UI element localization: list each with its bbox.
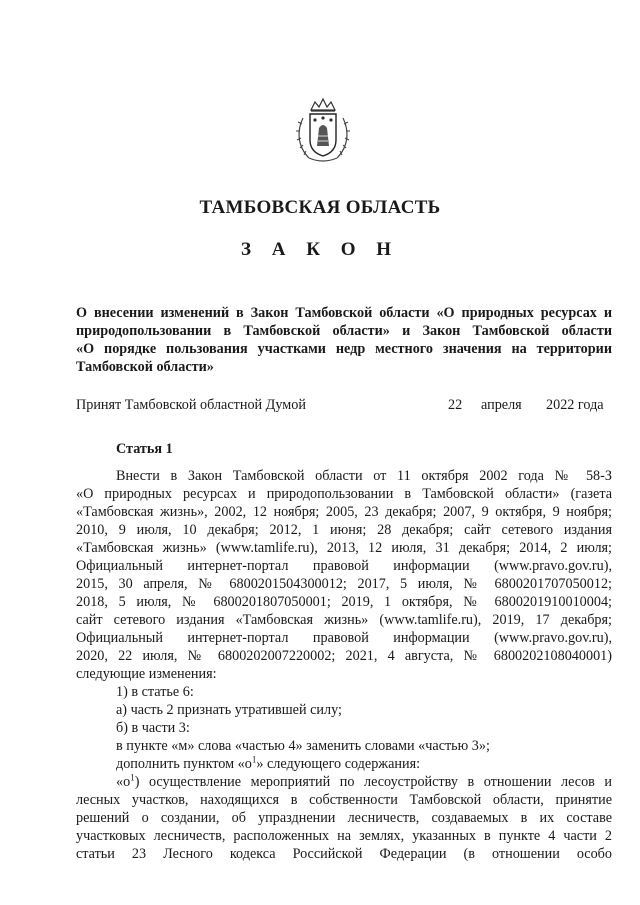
body-line: «Тамбовская жизнь», 2002, 12 ноября; 2005, 23 декабря; 2007, 9 октября, 9 ноября; [76, 504, 612, 520]
subject-line: «О порядке пользования участками недр местного значения на территории [76, 341, 612, 357]
body-line: лесных участков, находящихся в собственности Тамбовской области, принятие [76, 792, 612, 808]
law-subject [76, 304, 612, 376]
article-heading: Статья 1 [116, 441, 173, 457]
document-type-title: З А К О Н [240, 239, 400, 260]
body-line-part: дополнить пунктом «о [116, 756, 252, 772]
body-line: «О природных ресурсах и природопользовании в Тамбовской области» (газета [76, 486, 612, 502]
body-line: Официальный интернет-портал правовой информации (www.pravo.gov.ru), [76, 558, 612, 574]
body-line [76, 773, 612, 791]
body-line: сайт сетевого издания «Тамбовская жизнь» (www.tamlife.ru), 2019, 17 декабря; [76, 612, 612, 628]
tambov-coat-of-arms-icon [293, 96, 353, 166]
body-line: Внести в Закон Тамбовской области от 11 октября 2002 года № 58-З [116, 468, 612, 484]
body-line-part: «о [116, 774, 131, 790]
body-line: а) часть 2 признать утратившей силу; [116, 702, 342, 718]
body-line: решений о создании, об упразднении лесничеств, создаваемых в их составе [76, 810, 612, 826]
subject-line: О внесении изменений в Закон Тамбовской области «О природных ресурсах и [76, 305, 612, 321]
body-line: 2015, 30 апреля, № 6800201504300012; 2017, 5 июля, № 6800201707050012; [76, 576, 612, 592]
body-line: 2010, 9 июля, 10 декабря; 2012, 1 июня; 28 декабря; сайт сетевого издания [76, 522, 612, 538]
body-line-part: » следующего содержания: [256, 756, 421, 772]
body-line: статьи 23 Лесного кодекса Российской Федерации (в отношении особо [76, 846, 612, 862]
superscript: 1 [130, 773, 135, 783]
adopted-month: апреля [481, 397, 522, 413]
body-line: в пункте «м» слова «частью 4» заменить словами «частью 3»; [116, 738, 490, 754]
body-line: Официальный интернет-портал правовой информации (www.pravo.gov.ru), [76, 630, 612, 646]
superscript: 1 [251, 754, 257, 765]
body-line: «Тамбовская жизнь» (www.tamlife.ru), 2013, 12 июля, 31 декабря; 2014, 2 июля; [76, 540, 612, 556]
adopted-year: 2022 года [546, 397, 604, 413]
region-title: ТАМБОВСКАЯ ОБЛАСТЬ [199, 197, 441, 218]
adopted-day: 22 [448, 397, 463, 413]
body-line: 2020, 22 июля, № 6800202007220002; 2021, 4 августа, № 6800202108040001) [76, 648, 612, 664]
body-line-part: ) осуществление мероприятий по лесоустройству в отношении лесов и [134, 774, 612, 790]
body-line: следующие изменения: [76, 666, 217, 682]
body-line: участковых лесничеств, расположенных на землях, указанных в пункте 4 части 2 [76, 828, 612, 844]
body-line: б) в части 3: [116, 720, 190, 736]
subject-line: Тамбовской области» [76, 359, 214, 375]
article-body [76, 467, 612, 863]
body-line: 2018, 5 июля, № 6800201807050001; 2019, 1 октября, № 6800201910010004; [76, 594, 612, 610]
subject-line: природопользовании в Тамбовской области» и Закон Тамбовской области [76, 323, 612, 339]
adopted-by: Принят Тамбовской областной Думой [76, 397, 306, 413]
body-line [76, 755, 612, 773]
body-line: 1) в статье 6: [116, 684, 194, 700]
